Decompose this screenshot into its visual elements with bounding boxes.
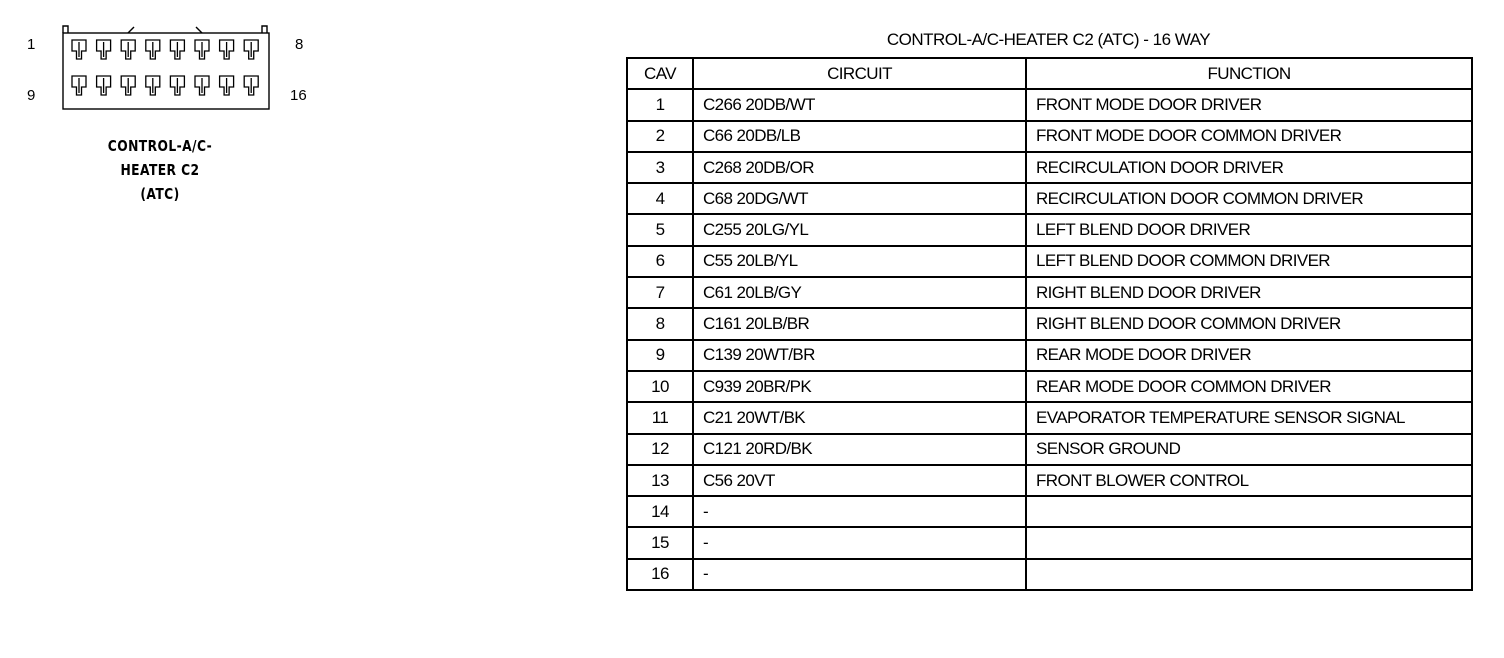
table-row	[627, 152, 1472, 183]
circuit-cell: C21 20WT/BK	[693, 402, 1026, 433]
connector-title-line: HEATER C2	[120, 161, 200, 179]
circuit-cell: -	[693, 559, 1026, 590]
table-row	[627, 434, 1472, 465]
table-body	[627, 89, 1472, 590]
function-cell: LEFT BLEND DOOR COMMON DRIVER	[1026, 246, 1472, 277]
cav-cell: 11	[627, 402, 693, 433]
cav-cell: 5	[627, 214, 693, 245]
circuit-cell: C161 20LB/BR	[693, 308, 1026, 339]
table-title: CONTROL-A/C-HEATER C2 (ATC) - 16 WAY	[886, 30, 1211, 49]
pin-row-bottom	[72, 76, 258, 95]
circuit-cell: C255 20LG/YL	[693, 214, 1026, 245]
function-cell: REAR MODE DOOR DRIVER	[1026, 340, 1472, 371]
pin-label-1: 1	[27, 36, 36, 53]
circuit-cell: C68 20DG/WT	[693, 183, 1026, 214]
cav-cell: 8	[627, 308, 693, 339]
cav-cell: 16	[627, 559, 693, 590]
circuit-cell: C139 20WT/BR	[693, 340, 1026, 371]
cav-cell: 15	[627, 527, 693, 558]
pin-row-top	[72, 40, 258, 59]
header-function: FUNCTION	[1026, 58, 1472, 89]
function-cell: RECIRCULATION DOOR DRIVER	[1026, 152, 1472, 183]
table-row	[627, 465, 1472, 496]
cav-cell: 14	[627, 496, 693, 527]
terminal-pin-11	[121, 76, 135, 95]
terminal-pin-13	[170, 76, 184, 95]
connector-housing	[63, 26, 269, 109]
terminal-pin-7	[220, 40, 234, 59]
function-cell	[1026, 496, 1472, 527]
cav-cell: 3	[627, 152, 693, 183]
function-cell: FRONT MODE DOOR DRIVER	[1026, 89, 1472, 120]
table-row	[627, 121, 1472, 152]
function-cell: FRONT MODE DOOR COMMON DRIVER	[1026, 121, 1472, 152]
connector-title	[78, 134, 242, 206]
circuit-cell: C121 20RD/BK	[693, 434, 1026, 465]
terminal-pin-14	[195, 76, 209, 95]
connector-title-line: (ATC)	[140, 185, 180, 203]
terminal-pin-3	[121, 40, 135, 59]
table-row	[627, 183, 1472, 214]
table-row	[627, 277, 1472, 308]
table-row	[627, 340, 1472, 371]
cav-cell: 2	[627, 121, 693, 152]
table-row	[627, 89, 1472, 120]
terminal-pin-15	[220, 76, 234, 95]
terminal-pin-12	[146, 76, 160, 95]
cav-cell: 1	[627, 89, 693, 120]
table-row	[627, 559, 1472, 590]
terminal-pin-5	[170, 40, 184, 59]
pin-label-8: 8	[295, 36, 304, 53]
circuit-cell: C55 20LB/YL	[693, 246, 1026, 277]
table-row	[627, 527, 1472, 558]
function-cell: LEFT BLEND DOOR DRIVER	[1026, 214, 1472, 245]
table-row	[627, 371, 1472, 402]
function-cell: SENSOR GROUND	[1026, 434, 1472, 465]
table-header-row	[627, 58, 1472, 89]
cav-cell: 13	[627, 465, 693, 496]
circuit-cell: C56 20VT	[693, 465, 1026, 496]
pin-label-9: 9	[27, 87, 36, 104]
pin-label-16: 16	[290, 87, 307, 104]
cav-cell: 7	[627, 277, 693, 308]
circuit-cell: C61 20LB/GY	[693, 277, 1026, 308]
cav-cell: 6	[627, 246, 693, 277]
function-cell: RECIRCULATION DOOR COMMON DRIVER	[1026, 183, 1472, 214]
table-row	[627, 308, 1472, 339]
cav-cell: 10	[627, 371, 693, 402]
circuit-cell: C268 20DB/OR	[693, 152, 1026, 183]
pinout-table	[626, 57, 1473, 591]
cav-cell: 9	[627, 340, 693, 371]
terminal-pin-16	[244, 76, 258, 95]
terminal-pin-6	[195, 40, 209, 59]
circuit-cell: C66 20DB/LB	[693, 121, 1026, 152]
function-cell: RIGHT BLEND DOOR COMMON DRIVER	[1026, 308, 1472, 339]
header-cav: CAV	[627, 58, 693, 89]
connector-diagram	[0, 0, 320, 130]
circuit-cell: C939 20BR/PK	[693, 371, 1026, 402]
function-cell	[1026, 527, 1472, 558]
cav-cell: 4	[627, 183, 693, 214]
table-row	[627, 402, 1472, 433]
circuit-cell: -	[693, 527, 1026, 558]
circuit-cell: C266 20DB/WT	[693, 89, 1026, 120]
terminal-pin-2	[97, 40, 111, 59]
function-cell: FRONT BLOWER CONTROL	[1026, 465, 1472, 496]
connector-title-line: CONTROL-A/C-	[107, 137, 213, 155]
terminal-pin-8	[244, 40, 258, 59]
table-row	[627, 496, 1472, 527]
terminal-pin-10	[97, 76, 111, 95]
terminal-pin-4	[146, 40, 160, 59]
function-cell: RIGHT BLEND DOOR DRIVER	[1026, 277, 1472, 308]
cav-cell: 12	[627, 434, 693, 465]
function-cell	[1026, 559, 1472, 590]
table-row	[627, 214, 1472, 245]
terminal-pin-9	[72, 76, 86, 95]
table-row	[627, 246, 1472, 277]
circuit-cell: -	[693, 496, 1026, 527]
function-cell: EVAPORATOR TEMPERATURE SENSOR SIGNAL	[1026, 402, 1472, 433]
function-cell: REAR MODE DOOR COMMON DRIVER	[1026, 371, 1472, 402]
terminal-pin-1	[72, 40, 86, 59]
header-circuit: CIRCUIT	[693, 58, 1026, 89]
